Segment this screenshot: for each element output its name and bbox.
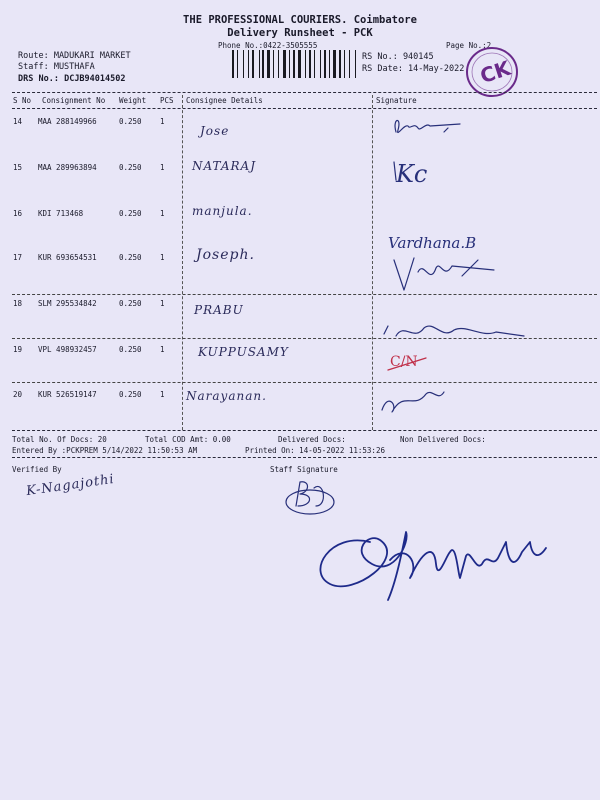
footer-rule <box>12 430 597 431</box>
barcode-bar <box>324 50 326 78</box>
runsheet-title: Delivery Runsheet - PCK <box>227 27 373 39</box>
barcode-bar <box>339 50 341 78</box>
svg-text:CK: CK <box>477 55 514 89</box>
row-sno: 15 <box>13 163 23 172</box>
row-sno: 19 <box>13 345 23 354</box>
row-pcs: 1 <box>160 209 165 218</box>
barcode-bar <box>289 50 290 78</box>
row-weight: 0.250 <box>119 209 142 218</box>
barcode-bar <box>342 50 343 78</box>
entered-by: Entered By :PCKPREM 5/14/2022 11:50:53 AM <box>12 446 198 455</box>
barcode-bar <box>275 50 277 78</box>
printed-on: Printed On: 14-05-2022 11:53:26 <box>245 446 385 455</box>
col-signature: Signature <box>376 96 417 105</box>
row-consignment: MAA 288149966 <box>38 117 97 126</box>
barcode-bar <box>265 50 266 78</box>
row-consignment: KDI 713468 <box>38 209 84 218</box>
consignee-name: KUPPUSAMY <box>198 345 289 359</box>
row-sno: 16 <box>13 209 23 218</box>
drs-number <box>18 74 126 84</box>
barcode-bar <box>344 50 345 78</box>
barcode-bar <box>259 50 260 78</box>
row-consignment: MAA 289963894 <box>38 163 97 172</box>
barcode-bar <box>262 50 264 78</box>
row-consignment: SLM 295534842 <box>38 299 97 308</box>
consignee-name: Narayanan. <box>186 389 267 403</box>
consignee-name: PRABU <box>194 303 244 317</box>
large-signature <box>310 512 560 612</box>
header-rule-bottom <box>12 108 597 109</box>
barcode-bar <box>267 50 270 78</box>
row-pcs: 1 <box>160 117 165 126</box>
consignee-name: manjula. <box>192 204 253 218</box>
barcode-bar <box>232 50 234 78</box>
barcode-bar <box>321 50 323 78</box>
barcode-bar <box>280 50 282 78</box>
row-sno: 18 <box>13 299 23 308</box>
svg-text:Kc: Kc <box>396 160 428 188</box>
total-docs: Total No. Of Docs: 20 <box>12 435 107 444</box>
header-rule-top <box>12 92 597 93</box>
row-consignment: KUR 526519147 <box>38 390 97 399</box>
barcode-bar <box>293 50 295 78</box>
barcode-bar <box>235 50 236 78</box>
barcode-bar <box>337 50 338 78</box>
barcode-bar <box>320 50 321 78</box>
total-cod: Total COD Amt: 0.00 <box>145 435 231 444</box>
consignee-name: Jose <box>200 124 230 138</box>
rs-date: RS Date: 14-May-2022 <box>362 64 465 74</box>
row-weight: 0.250 <box>119 163 142 172</box>
barcode-bar <box>314 50 315 78</box>
drs-value: DCJB94014502 <box>64 74 126 84</box>
barcode-bar <box>252 50 254 78</box>
row-sno: 17 <box>13 253 23 262</box>
table-header <box>0 96 600 106</box>
row-pcs: 1 <box>160 253 165 262</box>
row-sno: 14 <box>13 117 23 126</box>
barcode-bar <box>333 50 336 78</box>
barcode-bar <box>351 50 354 78</box>
barcode-bar <box>329 50 330 78</box>
row-pcs: 1 <box>160 390 165 399</box>
row-consignment: VPL 498932457 <box>38 345 97 354</box>
row-pcs: 1 <box>160 345 165 354</box>
barcode-bar <box>331 50 332 78</box>
svg-text:Vardhana.B: Vardhana.B <box>388 234 477 252</box>
row-weight: 0.250 <box>119 390 142 399</box>
barcode-bar <box>255 50 258 78</box>
row-consignment: KUR 693654531 <box>38 253 97 262</box>
barcode-bar <box>296 50 297 78</box>
page-number: Page No.:2 <box>446 41 492 50</box>
barcode-bar <box>307 50 308 78</box>
barcode-bar <box>291 50 292 78</box>
barcode-bar <box>298 50 301 78</box>
drs-label: DRS No.: <box>18 74 59 84</box>
col-consignee: Consignee Details <box>186 96 263 105</box>
barcode-bar <box>287 50 288 78</box>
barcode-bar <box>273 50 274 78</box>
signature-marks <box>374 110 596 430</box>
barcode-bar <box>250 50 251 78</box>
barcode-bar <box>305 50 306 78</box>
staff-signature-label: Staff Signature <box>270 465 338 474</box>
barcode-bar <box>243 50 244 78</box>
barcode-bar <box>239 50 242 78</box>
barcode-bar <box>278 50 279 78</box>
col-sno: S No <box>13 96 32 105</box>
col-pcs: PCS <box>160 96 174 105</box>
consignee-name: Joseph. <box>196 247 255 263</box>
company-title: THE PROFESSIONAL COURIERS. Coimbatore <box>183 14 417 26</box>
barcode-bar <box>355 50 356 78</box>
rs-number: RS No.: 940145 <box>362 52 434 62</box>
row-sno: 20 <box>13 390 23 399</box>
barcode-bar <box>245 50 247 78</box>
row-weight: 0.250 <box>119 253 142 262</box>
delivered-docs: Delivered Docs: <box>278 435 346 444</box>
barcode-bar <box>261 50 262 78</box>
route: Route: MADUKARI MARKET <box>18 51 131 61</box>
barcode-bar <box>309 50 311 78</box>
barcode-bar <box>237 50 238 78</box>
staff: Staff: MUSTHAFA <box>18 62 95 72</box>
row-weight: 0.250 <box>119 345 142 354</box>
consignee-name: NATARAJ <box>192 159 257 173</box>
verifier-signature: K-Nagajothi <box>25 471 116 500</box>
col-consignment: Consignment No <box>42 96 106 105</box>
barcode-bar <box>346 50 348 78</box>
barcode-bar <box>312 50 313 78</box>
barcode-bar <box>248 50 249 78</box>
col-weight: Weight <box>119 96 147 105</box>
row-pcs: 1 <box>160 299 165 308</box>
svg-text:C/N: C/N <box>390 354 418 370</box>
barcode-bar <box>327 50 328 78</box>
row-pcs: 1 <box>160 163 165 172</box>
row-weight: 0.250 <box>119 117 142 126</box>
barcode-bar <box>271 50 272 78</box>
footer-rule-2 <box>12 457 597 458</box>
barcode <box>232 50 358 78</box>
barcode-bar <box>357 50 358 78</box>
phone-number: Phone No.:0422-3505555 <box>218 41 318 50</box>
barcode-bar <box>302 50 304 78</box>
non-delivered-docs: Non Delivered Docs: <box>400 435 486 444</box>
barcode-bar <box>349 50 350 78</box>
row-weight: 0.250 <box>119 299 142 308</box>
barcode-bar <box>316 50 319 78</box>
barcode-bar <box>283 50 286 78</box>
verified-by-label: Verified By <box>12 465 62 474</box>
